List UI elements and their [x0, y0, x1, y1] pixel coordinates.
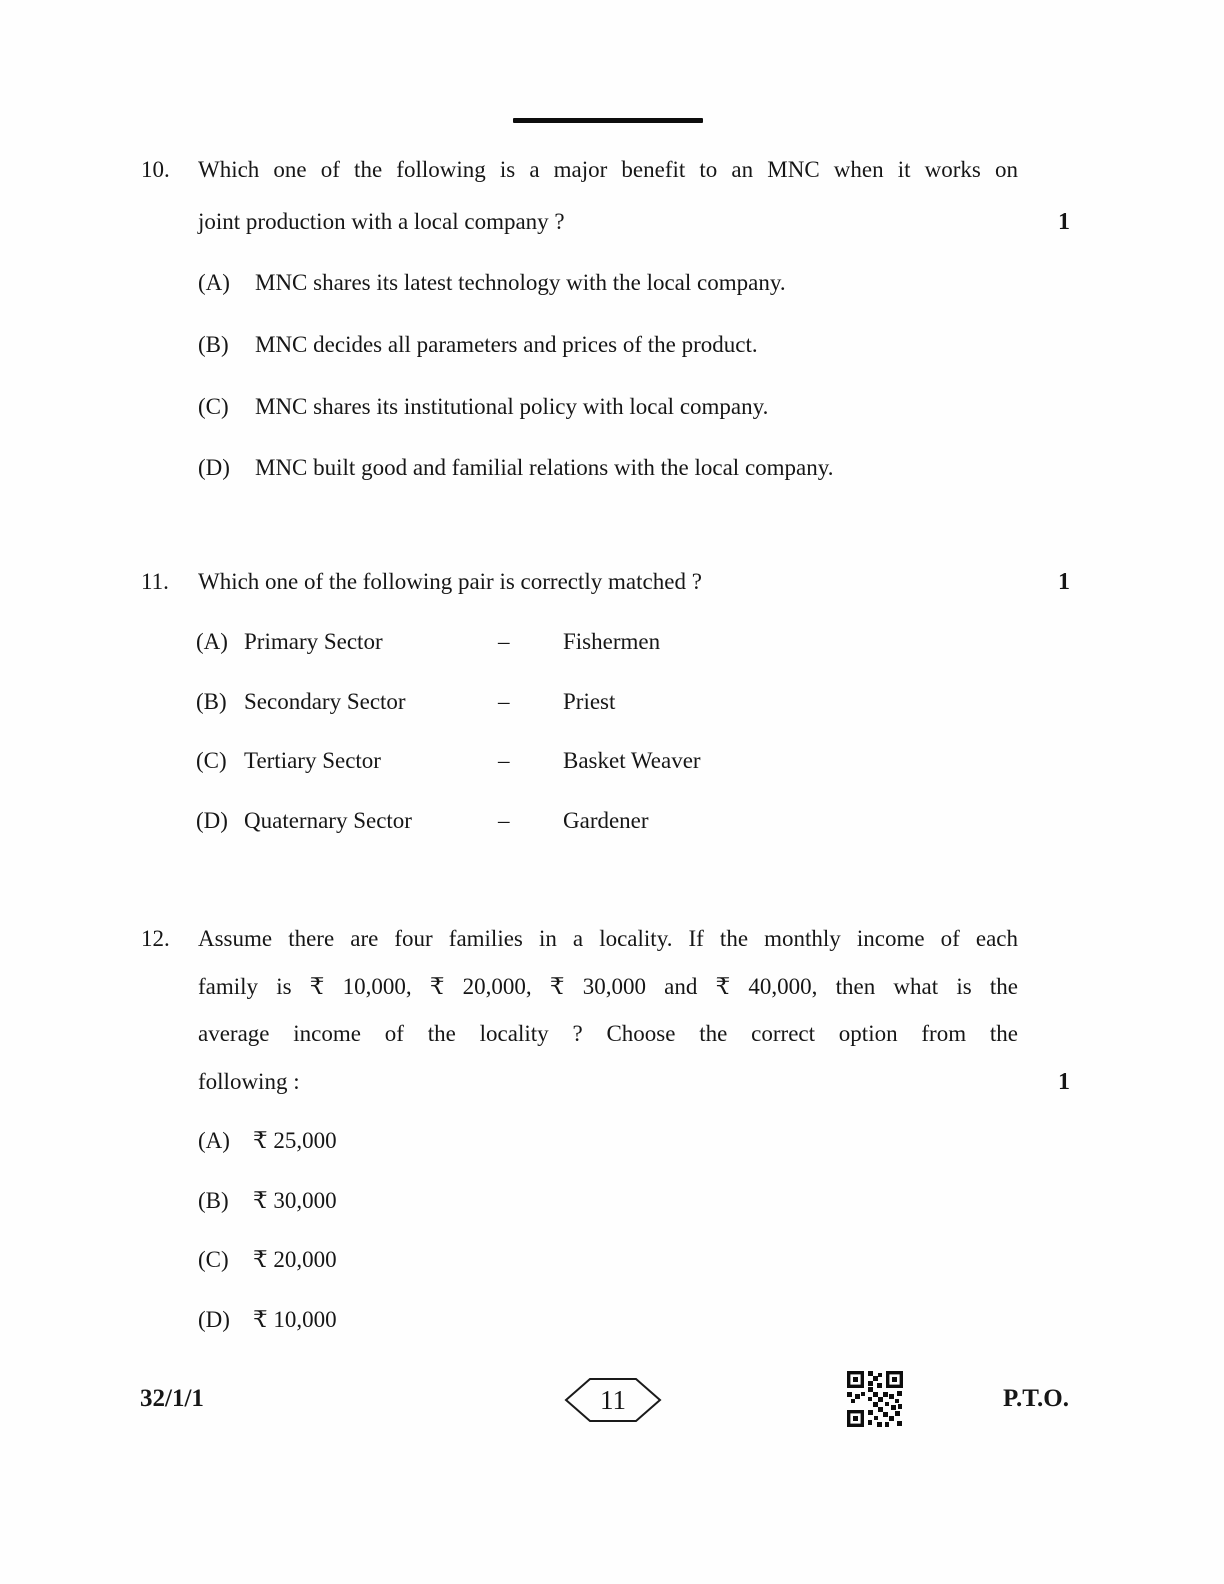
- option-label: (C): [198, 394, 229, 419]
- option-text: ₹ 25,000: [253, 1128, 337, 1153]
- pair-term: Tertiary Sector: [244, 748, 381, 773]
- qr-code-icon: [847, 1371, 903, 1427]
- option-label: (B): [198, 332, 229, 357]
- question-10-option-a: [198, 268, 786, 298]
- question-12-marks: 1: [1058, 1069, 1070, 1095]
- question-10-option-d: [198, 453, 834, 483]
- question-12-option-c: [198, 1245, 337, 1275]
- question-11-number: 11.: [141, 569, 169, 594]
- option-label: (D): [198, 455, 230, 480]
- option-label: (A): [198, 1128, 230, 1153]
- pair-dash: –: [498, 808, 510, 833]
- pair-label: (B): [196, 689, 227, 714]
- pair-dash: –: [498, 748, 510, 773]
- pair-dash: –: [498, 689, 510, 714]
- question-11-marks: 1: [1058, 569, 1070, 595]
- question-12-option-b: [198, 1186, 337, 1216]
- pair-occupation: Priest: [563, 689, 616, 714]
- pair-term: Quaternary Sector: [244, 808, 412, 833]
- footer-paper-code: 32/1/1: [140, 1385, 204, 1412]
- option-text: MNC built good and familial relations with the local company.: [255, 455, 834, 480]
- question-11-pair-c: [196, 746, 701, 776]
- pair-term: Primary Sector: [244, 629, 383, 654]
- question-12-text-line-2: family is ₹ 10,000, ₹ 20,000, ₹ 30,000 and ₹ 40,000, then what is the: [198, 974, 1018, 999]
- pair-dash: –: [498, 629, 510, 654]
- question-12-text-line-4: following :: [198, 1069, 300, 1094]
- question-11-pair-b: [196, 687, 615, 717]
- pair-term: Secondary Sector: [244, 689, 406, 714]
- option-text: MNC shares its institutional policy with local company.: [255, 394, 769, 419]
- option-label: (A): [198, 270, 230, 295]
- question-10-text-line-1: Which one of the following is a major benefit to an MNC when it works on: [198, 157, 1018, 182]
- page-number: 11: [600, 1384, 626, 1415]
- pair-label: (C): [196, 748, 227, 773]
- question-11-pair-a: [196, 627, 660, 657]
- question-10-option-c: [198, 392, 768, 422]
- question-11-pair-d: [196, 806, 649, 836]
- question-11-text: Which one of the following pair is correctly matched ?: [198, 569, 702, 594]
- pair-occupation: Basket Weaver: [563, 748, 701, 773]
- question-10-text-line-2: joint production with a local company ?: [198, 209, 565, 234]
- question-10-marks: 1: [1058, 209, 1070, 235]
- question-12-option-d: [198, 1305, 337, 1335]
- page-number-badge: [563, 1376, 663, 1424]
- option-label: (C): [198, 1247, 229, 1272]
- divider-line: [513, 118, 703, 123]
- question-10-number: 10.: [141, 157, 170, 182]
- question-12-number: 12.: [141, 926, 170, 951]
- option-text: MNC decides all parameters and prices of the product.: [255, 332, 758, 357]
- question-12-text-line-1: Assume there are four families in a locality. If the monthly income of each: [198, 926, 1018, 951]
- pair-label: (D): [196, 808, 228, 833]
- option-text: ₹ 20,000: [253, 1247, 337, 1272]
- option-text: MNC shares its latest technology with the local company.: [255, 270, 786, 295]
- pair-occupation: Fishermen: [563, 629, 661, 654]
- footer-pto: P.T.O.: [1003, 1385, 1069, 1412]
- option-label: (D): [198, 1307, 230, 1332]
- question-12-text-line-3: average income of the locality ? Choose the correct option from the: [198, 1021, 1018, 1046]
- question-12-option-a: [198, 1126, 337, 1156]
- pair-label: (A): [196, 629, 228, 654]
- pair-occupation: Gardener: [563, 808, 649, 833]
- question-10-option-b: [198, 330, 758, 360]
- option-text: ₹ 10,000: [253, 1307, 337, 1332]
- option-text: ₹ 30,000: [253, 1188, 337, 1213]
- option-label: (B): [198, 1188, 229, 1213]
